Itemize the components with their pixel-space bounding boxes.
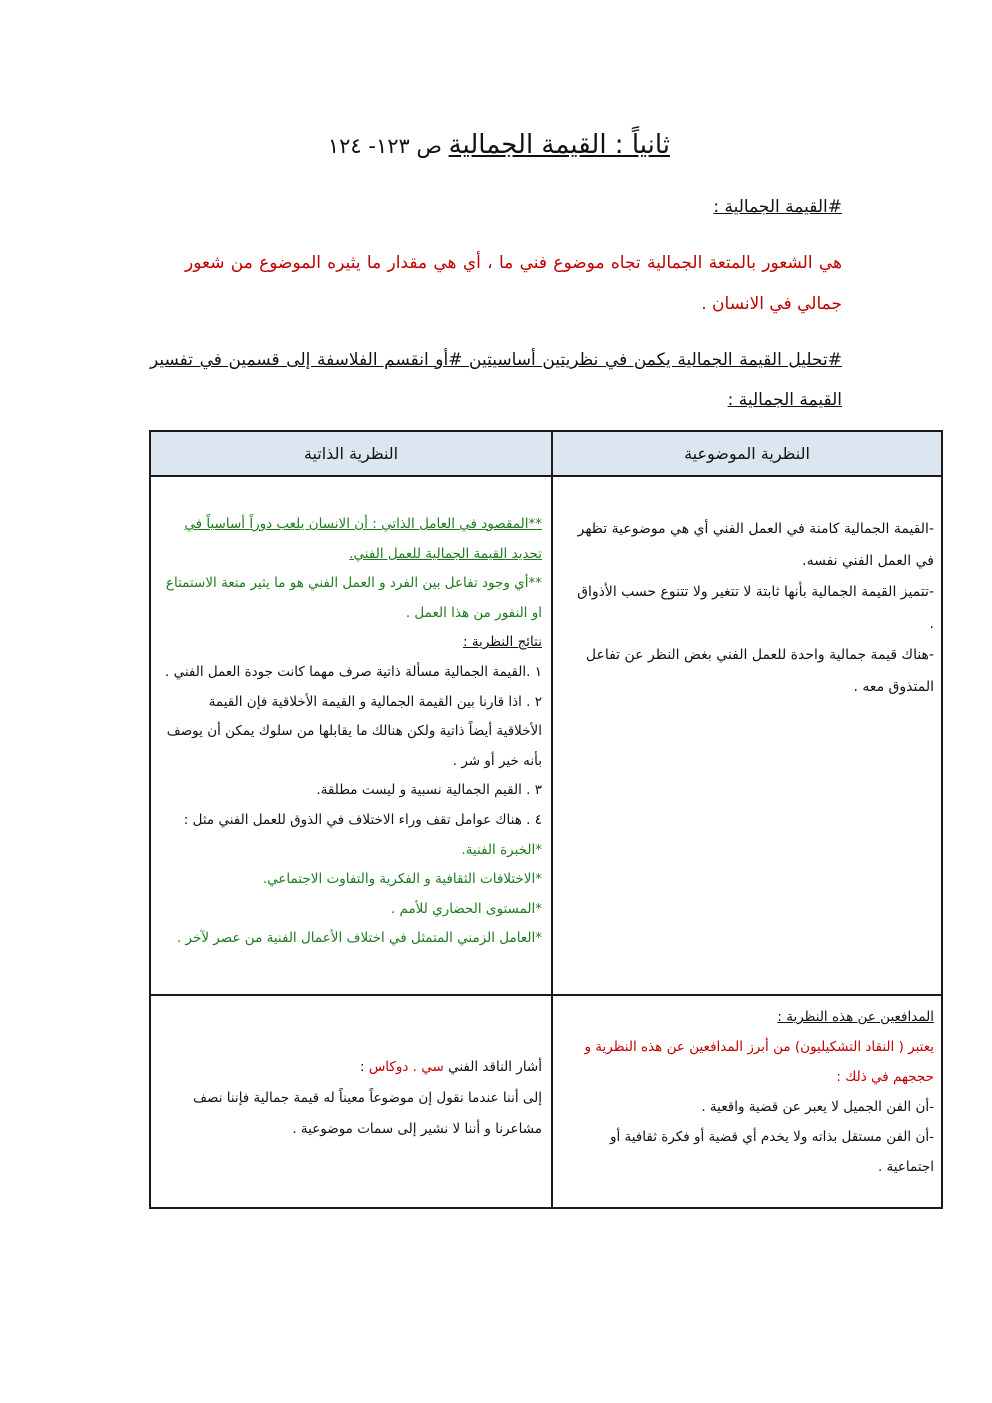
douglas-intro (162, 1052, 542, 1083)
header-objective-theory: النظرية الموضوعية (553, 432, 941, 475)
page-title (150, 125, 670, 166)
douglas-intro-suffix: : (359, 1059, 369, 1075)
objective-point: -القيمة الجمالية كامنة في العمل الفني أي هي موضوعية تظهر في العمل الفني نفسه. (577, 521, 934, 569)
defenders-cell (568, 1002, 934, 1182)
defenders-heading: المدافعين عن هذه النظرية : (777, 1009, 934, 1025)
table-column-divider (551, 430, 553, 1209)
result-item: ١ .القيمة الجمالية مسألة ذاتية صرف مهما كانت جودة العمل الفني . (164, 663, 542, 680)
critics-text: يعتبر ( النقاد التشكيليون) من أبرز المدافعين عن هذه النظرية و حججهم في ذلك : (584, 1039, 934, 1085)
subjective-theory-cell (160, 510, 542, 954)
argument-item: -أن الفن مستقل بذاته ولا يخدم أي قضية أو فكرة ثقافية أو اجتماعية . (609, 1129, 934, 1175)
title-main: ثانياً : القيمة الجمالية (448, 130, 670, 160)
definition-heading: #القيمة الجمالية : (713, 197, 842, 217)
douglas-intro-prefix: أشار الناقد الفني (443, 1059, 542, 1075)
definition-text: هي الشعور بالمتعة الجمالية تجاه موضوع فني ما ، أي هي مقدار ما يثيره الموضوع من شعور جمالي في الانسان . (185, 253, 842, 314)
objective-theory-cell (570, 514, 934, 703)
subjective-interaction: **أي وجود تفاعل بين الفرد و العمل الفني هو ما يثير متعة الاستمتاع او النفور من هذا العمل . (165, 575, 542, 621)
result-item: ٣ . القيم الجمالية نسبية و ليست مطلقة. (316, 782, 542, 799)
result-item: ٤ . هناك عوامل تقف وراء الاختلاف في الذوق للعمل الفني مثل : (183, 811, 542, 828)
result-item: ٢ . اذا قارنا بين القيمة الجمالية و القيمة الأخلاقية فإن القيمة الأخلاقية أيضاً ذاتية ولكن هنالك ما يقابلها من سلوك يمكن أن يوصف بأنه خير أو شر . (166, 693, 542, 769)
table-row-divider (149, 994, 943, 996)
douglas-quote: إلى أننا عندما نقول إن موضوعاً معيناً له قيمة جمالية فإننا نصف مشاعرنا و أننا لا نشير إلى سمات موضوعية . (193, 1090, 542, 1137)
results-heading: نتائج النظرية : (462, 634, 542, 651)
title-pages: ص ١٢٣- ١٢٤ (327, 134, 449, 158)
douglas-cell (162, 1052, 542, 1145)
argument-item: -أن الفن الجميل لا يعبر عن قضية واقعية . (701, 1099, 934, 1115)
douglas-name: سي . دوكاس (368, 1059, 444, 1075)
objective-point: -هناك قيمة جمالية واحدة للعمل الفني بغض النظر عن تفاعل المتذوق معه . (585, 647, 934, 695)
table-header-divider (149, 475, 943, 477)
factor-item: *الخبرة الفنية. (461, 841, 542, 858)
factor-item: *العامل الزمني المتمثل في اختلاف الأعمال الفنية من عصر لآخر . (176, 930, 542, 947)
header-subjective-theory: النظرية الذاتية (151, 432, 551, 475)
subjective-meaning: **المقصود في العامل الذاتي : أن الانسان يلعب دوراً أساسياً في تحديد القيمة الجمالية للعمل الفني. (184, 516, 542, 562)
theories-heading: #تحليل القيمة الجمالية يكمن في نظريتين أساسيتين #أو انقسم الفلاسفة إلى قسمين في تفسير القيمة الجمالية : (150, 350, 842, 410)
factor-item: *المستوى الحضاري للأمم . (390, 900, 542, 917)
objective-point: -تتميز القيمة الجمالية بأنها ثابتة لا تتغير ولا تتنوع حسب الأذواق . (577, 584, 934, 632)
factor-item: *الاختلافات الثقافية و الفكرية والتفاوت الاجتماعي. (262, 871, 542, 888)
